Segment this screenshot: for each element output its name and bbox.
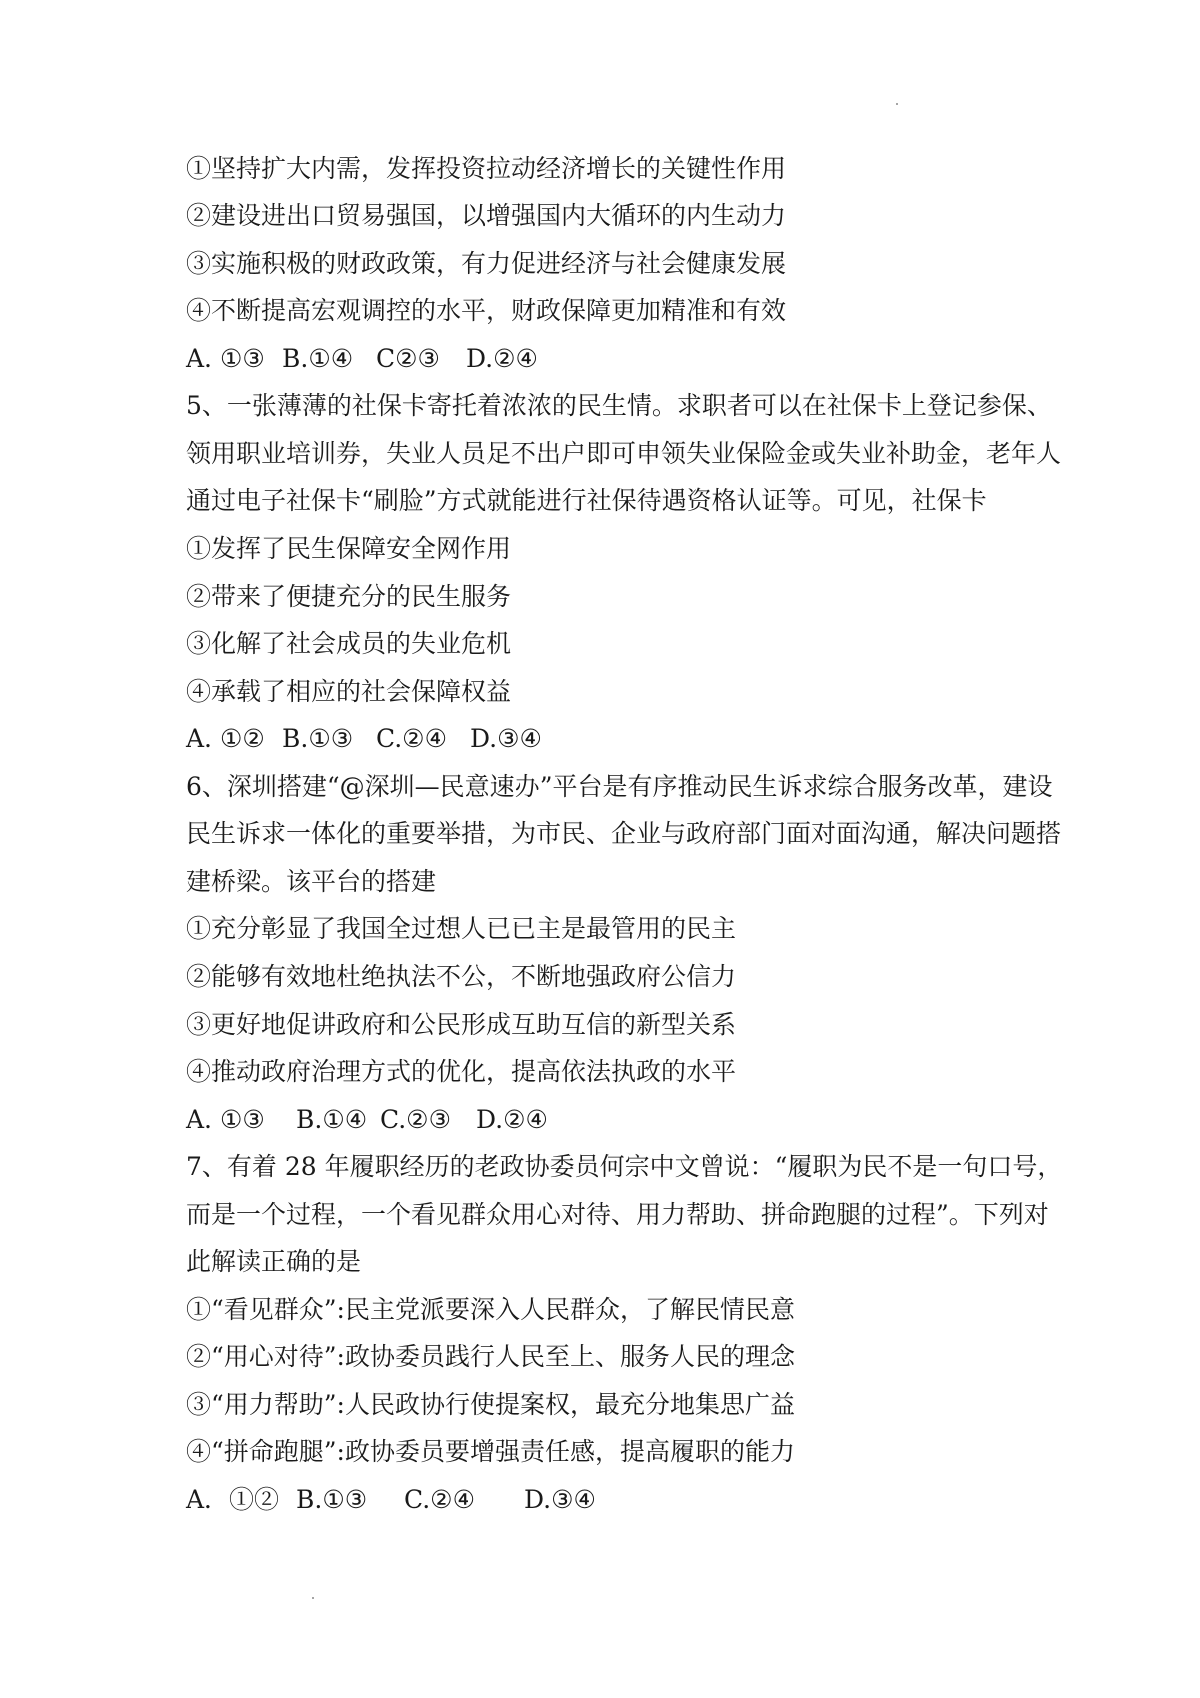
- q7-item-2: ②“用心对待”:政协委员践行人民至上、服务人民的理念: [186, 1342, 795, 1371]
- q6-option-b: B.①④: [296, 1105, 368, 1134]
- q5-option-a: A. ①②: [186, 724, 265, 753]
- q5-item-1: ①发挥了民生保障安全网作用: [186, 534, 512, 563]
- q5-item-2: ②带来了便捷充分的民生服务: [186, 582, 512, 611]
- q4-item-4: ④不断提高宏观调控的水平，财政保障更加精准和有效: [186, 296, 787, 325]
- q6-item-3: ③更好地促讲政府和公民形成互助互信的新型关系: [186, 1010, 737, 1039]
- q6-item-4: ④推动政府治理方式的优化，提高依法执政的水平: [186, 1057, 737, 1086]
- q6-option-a: A. ①③: [186, 1105, 265, 1134]
- q6-stem-line-1: 6、深圳搭建“@深圳—民意速办”平台是有序推动民生诉求综合服务改革，建设: [186, 772, 1053, 801]
- q5-item-4: ④承载了相应的社会保障权益: [186, 677, 512, 706]
- q5-option-b: B.①③: [282, 724, 354, 753]
- q7-option-d: D.③④: [524, 1485, 596, 1514]
- q5-option-c: C.②④: [376, 724, 448, 753]
- q6-item-1: ①充分彰显了我国全过想人已已主是最管用的民主: [186, 914, 737, 943]
- q6-option-c: C.②③: [380, 1105, 452, 1134]
- q6-option-d: D.②④: [476, 1105, 548, 1134]
- q4-option-c: C②③: [376, 344, 440, 373]
- q4-item-1: ①坚持扩大内需，发挥投资拉动经济增长的关键性作用: [186, 154, 787, 183]
- scan-speck: [312, 1597, 314, 1599]
- q4-item-2: ②建设进出口贸易强国，以增强国内大循环的内生动力: [186, 201, 787, 230]
- q4-option-d: D.②④: [466, 344, 538, 373]
- q7-option-b: B.①③: [296, 1485, 368, 1514]
- q6-stem-line-2: 民生诉求一体化的重要举措，为市民、企业与政府部门面对面沟通，解决问题搭: [186, 819, 1062, 848]
- q4-options: [186, 342, 1086, 376]
- q6-item-2: ②能够有效地杜绝执法不公，不断地强政府公信力: [186, 962, 737, 991]
- q4-option-b: B.①④: [282, 344, 354, 373]
- scan-speck: [896, 103, 898, 105]
- q4-option-a: A. ①③: [186, 344, 265, 373]
- q4-item-3: ③实施积极的财政政策，有力促进经济与社会健康发展: [186, 249, 787, 278]
- q7-item-3: ③“用力帮助”:人民政协行使提案权，最充分地集思广益: [186, 1390, 795, 1419]
- q7-stem-line-2: 而是一个过程，一个看见群众用心对待、用力帮助、拼命跑腿的过程”。下列对: [186, 1200, 1049, 1229]
- q7-stem-line-3: 此解读正确的是: [186, 1247, 362, 1276]
- q5-item-3: ③化解了社会成员的失业危机: [186, 629, 512, 658]
- q7-option-c: C.②④: [404, 1485, 476, 1514]
- q5-stem-line-2: 领用职业培训券，失业人员足不出户即可申领失业保险金或失业补助金，老年人: [186, 439, 1062, 468]
- q5-option-d: D.③④: [470, 724, 542, 753]
- q7-stem-line-1: 7、有着 28 年履职经历的老政协委员何宗中文曾说：“履职为民不是一句口号，: [186, 1152, 1063, 1181]
- q7-options: [186, 1483, 1086, 1517]
- q5-stem-line-3: 通过电子社保卡“刷脸”方式就能进行社保待遇资格认证等。可见，社保卡: [186, 486, 987, 515]
- q6-options: [186, 1103, 1086, 1137]
- q7-option-a: A．①②: [186, 1485, 280, 1514]
- q7-item-1: ①“看见群众”:民主党派要深入人民群众，了解民情民意: [186, 1295, 795, 1324]
- q7-item-4: ④“拼命跑腿”:政协委员要增强责任感，提高履职的能力: [186, 1437, 795, 1466]
- q5-stem-line-1: 5、一张薄薄的社保卡寄托着浓浓的民生情。求职者可以在社保卡上登记参保、: [186, 391, 1052, 420]
- q5-options: [186, 722, 1086, 756]
- q6-stem-line-3: 建桥梁。该平台的搭建: [186, 867, 437, 896]
